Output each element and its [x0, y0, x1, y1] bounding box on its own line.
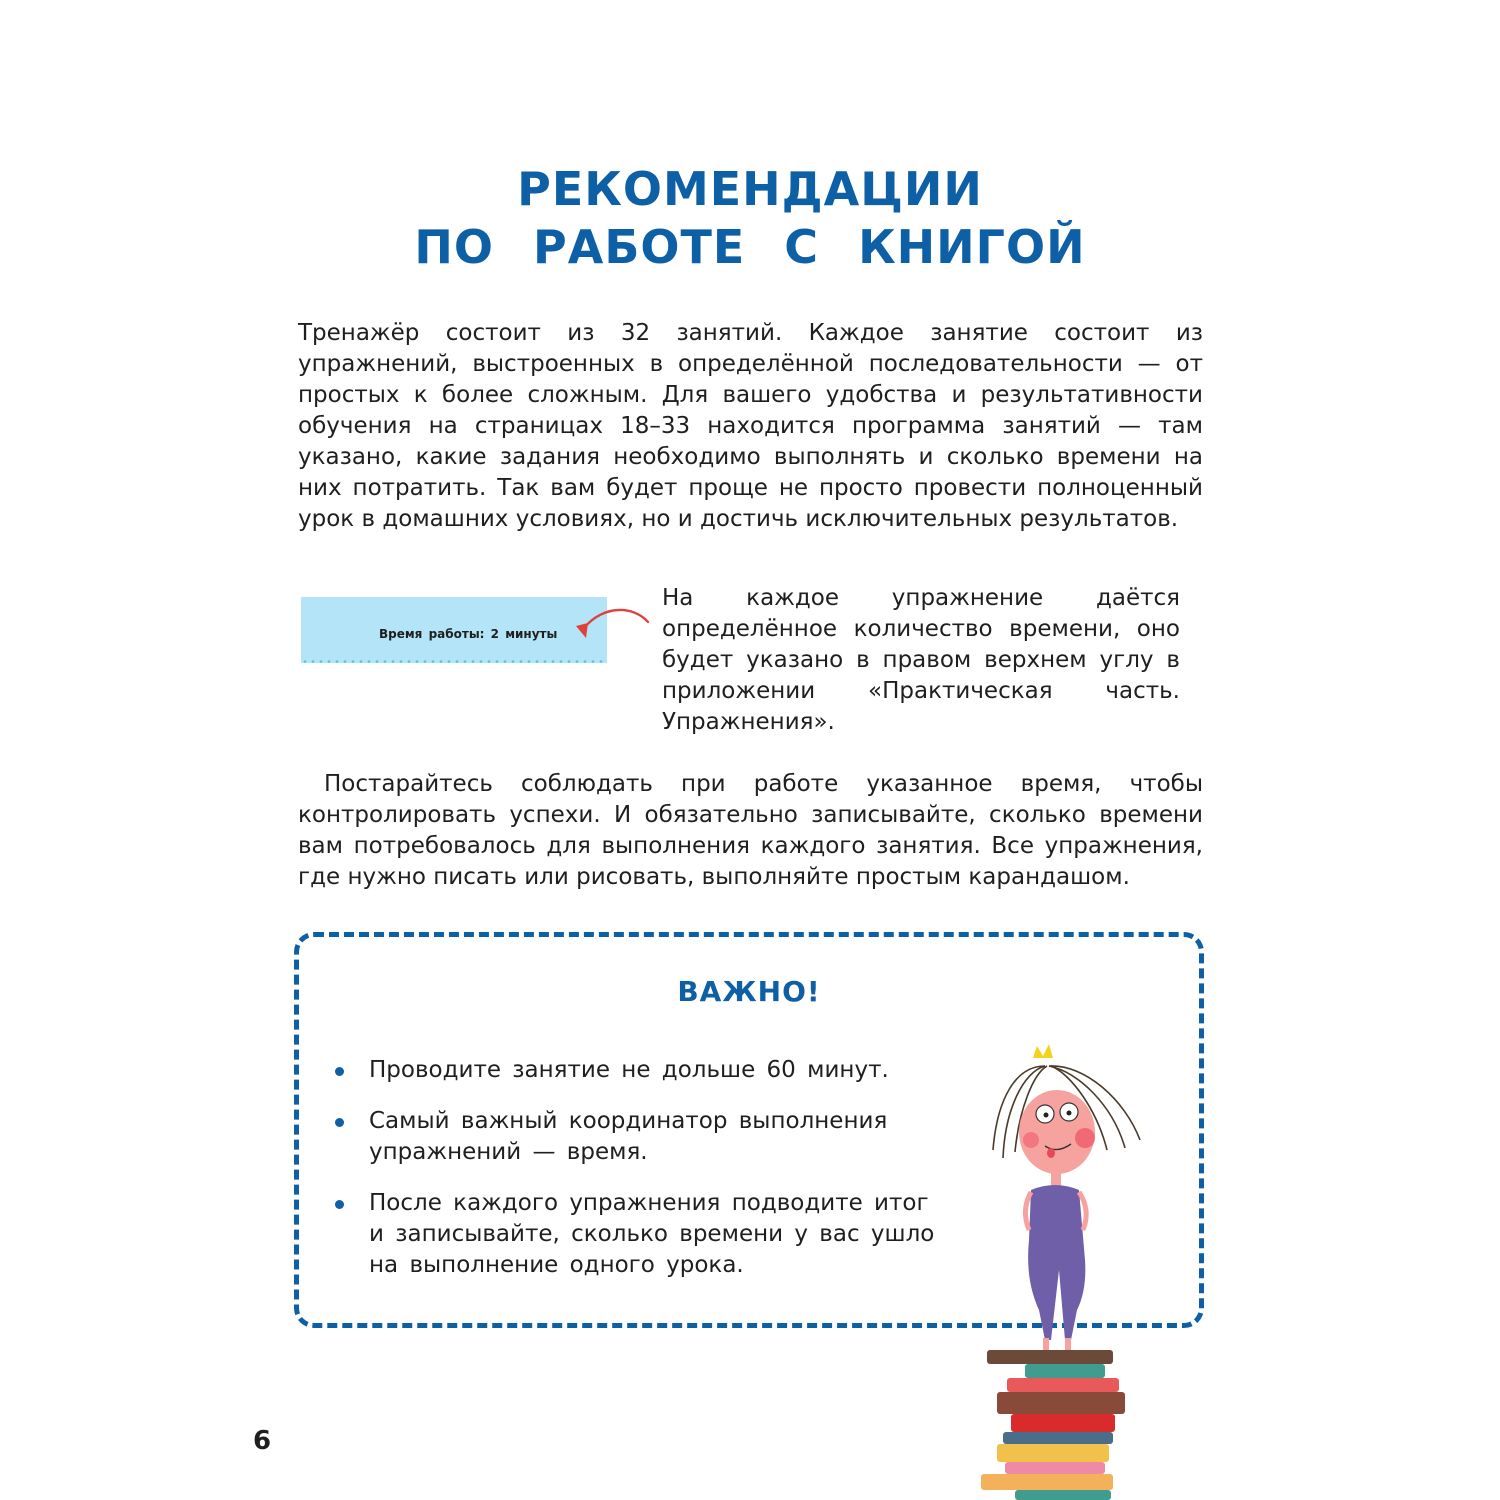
- girl-on-books-illustration: [975, 1040, 1155, 1500]
- timer-dotted-border: [301, 660, 607, 663]
- page-title: [0, 160, 1500, 276]
- timer-example: [301, 597, 607, 663]
- bullet-icon: [335, 1200, 344, 1209]
- title-line-1: РЕКОМЕНДАЦИИ: [517, 162, 983, 216]
- timer-label: Время работы: 2 минуты: [379, 627, 558, 641]
- list-item-text: После каждого упражнения подводите итог и записывайте, сколько времени у вас ушло на выполнение одного урока.: [369, 1190, 935, 1278]
- arrow-icon: [568, 600, 652, 644]
- list-item: [335, 1055, 935, 1086]
- list-item-text: Проводите занятие не дольше 60 минут.: [369, 1057, 889, 1083]
- important-heading: ВАЖНО!: [677, 975, 821, 1008]
- important-list: [335, 1055, 935, 1301]
- time-paragraph: Постарайтесь соблюдать при работе указанное время, чтобы контролировать успехи. И обязательно записывайте, сколько времени вам потребовалось для выполнения каждого занятия. Все упражнения, где нужно писать или рисовать, выполняйте простым карандашом.: [298, 771, 1203, 890]
- bullet-icon: [335, 1067, 344, 1076]
- list-item-text: Самый важный координатор выполнения упражнений — время.: [369, 1108, 888, 1165]
- bullet-icon: [335, 1118, 344, 1127]
- intro-paragraph: Тренажёр состоит из 32 занятий. Каждое занятие состоит из упражнений, выстроенных в определённой последовательности — от простых к более сложным. Для вашего удобства и результативности обучения на страницах 18–33 находится программа занятий — там указано, какие задания необходимо выполнять и сколько времени на них потратить. Так вам будет проще не просто провести полноценный урок в домашних условиях, но и достичь исключительных результатов.: [298, 320, 1203, 532]
- timer-explanation: На каждое упражнение даётся определённое количество времени, оно будет указано в правом верхнем углу в приложении «Практическая часть. Упражнения».: [662, 585, 1180, 735]
- page-number: 6: [253, 1426, 272, 1456]
- title-line-2: ПО РАБОТЕ С КНИГОЙ: [414, 220, 1086, 274]
- list-item: [335, 1188, 935, 1281]
- list-item: [335, 1106, 935, 1168]
